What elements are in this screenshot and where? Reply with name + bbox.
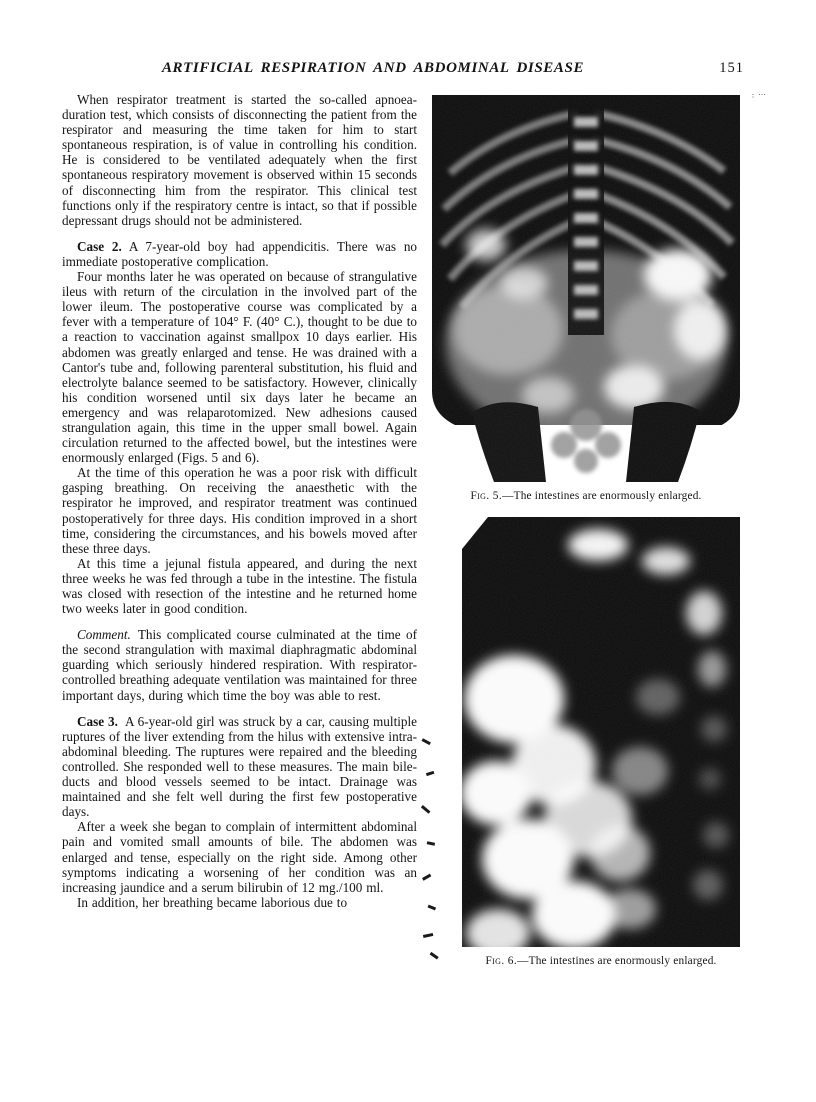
page-number: 151 (719, 60, 744, 76)
figure-5-caption (428, 490, 744, 502)
figure-5-xray-image (428, 95, 744, 482)
figure-6-xray-image (462, 517, 740, 947)
paragraph-case-2-history: Four months later he was operated on because of strangulative ileus with return of the circulation in the involved part of the lower ileum. The postoperative course was complicated by a fever with a temperature of 104° F. (40° C.), thought to be due to a reaction to vaccination against smallpox 10 days earlier. His abdomen was greatly enlarged and tense. He was drained with a Cantor's tube and, following parenteral substitution, his fluid and electrolyte balance seemed to be satisfactory. However, clinically his condition worsened until six days later he became an emergency and was relaparotomized. New adhesions caused strangulation again, this time in the upper small bowel. Again circulation returned to the affected bowel, but the intestines were enormously enlarged (Figs. 5 and 6). (62, 269, 417, 466)
figure-6-label: Fig. 6. (485, 955, 518, 967)
case-2-label: Case 2. (77, 238, 122, 254)
figure-6-caption-text: —The intestines are enormously enlarged. (517, 955, 717, 967)
figure-6-caption (462, 955, 740, 967)
paragraph-case-2-operation: At the time of this operation he was a poor risk with difficult gasping breathing. On receiving the anaesthetic with the respirator he improved, and respirator treatment was continued postoperatively for three days. His condition improved in a short time, considering the circumstances, and his bowels moved after these three days. (62, 465, 417, 556)
figure-5 (428, 95, 744, 502)
case-3-label: Case 3. (77, 713, 118, 729)
paragraph-case-3-symptoms: After a week she began to complain of intermittent abdominal pain and vomited small amounts of bile. The abdomen was enlarged and tense, especially on the right side. Among other symptoms indicating a worsening of her condition was an increasing jaundice and a serum bilirubin of 12 mg./100 ml. (62, 819, 417, 895)
paragraph-case-2-fistula: At this time a jejunal fistula appeared, and during the next three weeks he was fed through a tube in the intestine. The fistula was closed with resection of the intestine and he returned home two weeks later in good condition. (62, 555, 417, 617)
scan-artifact: ⋮⋯ (749, 92, 767, 99)
paragraph-case-3 (62, 714, 417, 820)
comment-label: Comment. (77, 627, 131, 643)
paragraph-comment (62, 627, 417, 702)
figure-5-label: Fig. 5. (470, 490, 503, 502)
figure-6 (462, 517, 740, 967)
paragraph-text: A 7-year-old boy had appendicitis. There was no immediate postoperative complication. (62, 238, 418, 269)
page-title: ARTIFICIAL RESPIRATION AND ABDOMINAL DISEASE (161, 60, 585, 76)
paragraph-text: A 6-year-old girl was struck by a car, causing multiple ruptures of the liver extending from the hilus with extensive intra-abdominal bleeding. The ruptures were repaired and the bleeding controlled. She responded well to these measures. The main bile-ducts and blood vessels seemed to be intact. Drainage was maintained and she felt well during the first few postoperative days. (62, 713, 418, 820)
paragraph-text: This complicated course culminated at the time of the second strangulation with maximal diaphragmatic abdominal guarding which seriously hindered respiration. With respirator-controlled breathing adequate ventilation was maintained for three important days, during which time the boy was able to rest. (62, 627, 417, 703)
paragraph-case-2 (62, 239, 417, 269)
paragraph-apnoea-test: When respirator treatment is started the so-called apnoea-duration test, which consists of disconnecting the patient from the respirator and measuring the time taken for him to start spontaneous respiration, is of value in controlling his condition. He is considered to be ventilated adequately when the first spontaneous respiratory movement is observed within 15 seconds of disconnecting him from the respirator. This clinical test functions only if the respiratory centre is intact, so that if possible depressant drugs should not be administered. (62, 92, 417, 228)
article-text-column (62, 92, 417, 910)
running-head (62, 60, 744, 82)
paragraph-continuation: In addition, her breathing became laborious due to (77, 894, 348, 910)
film-artifact-marks (418, 738, 452, 963)
figure-5-caption-text: —The intestines are enormously enlarged. (502, 490, 702, 502)
